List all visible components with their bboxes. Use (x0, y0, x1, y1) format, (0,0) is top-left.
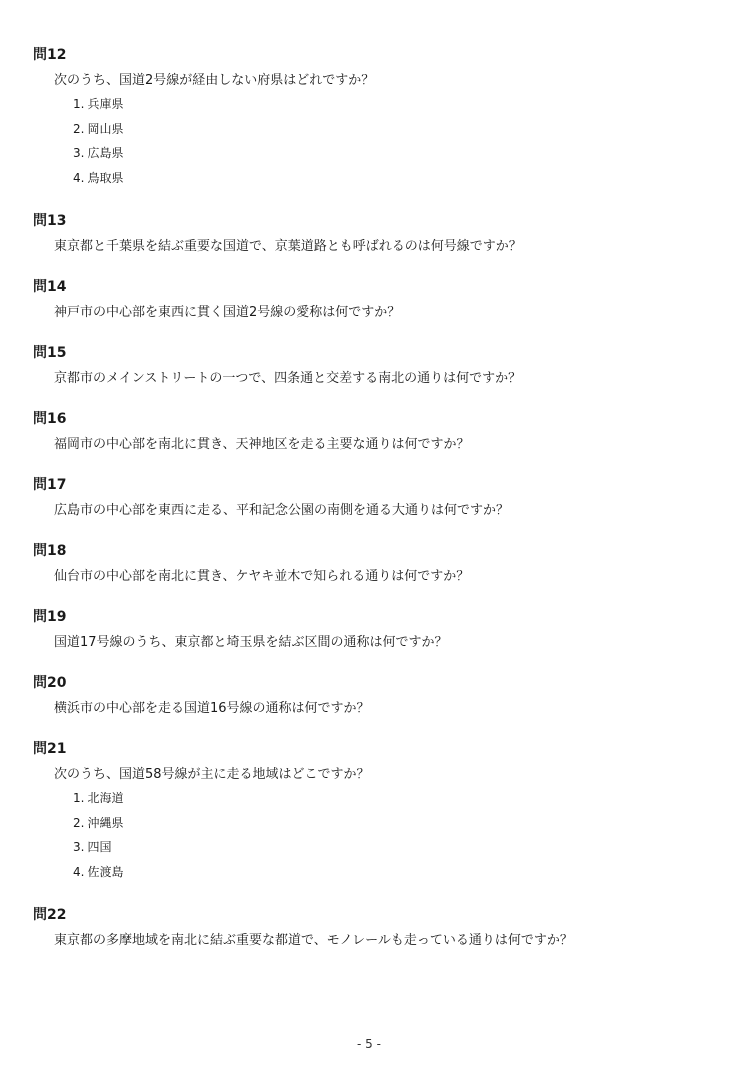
choice-text: 岡山県 (87, 121, 124, 136)
choice-number: 4. (73, 864, 85, 879)
page-number: - 5 - (357, 1037, 381, 1051)
question-14 (33, 278, 718, 322)
choice-number: 2. (73, 815, 85, 830)
question-label: 問12 (33, 47, 67, 63)
choice-text: 広島県 (87, 146, 124, 161)
question-text: 次のうち、国道2号線が経由しない府県はどれですか？ (54, 73, 375, 88)
question-text: 横浜市の中心部を走る国道16号線の通称は何ですか？ (54, 701, 370, 716)
choice-number: 1. (73, 97, 85, 111)
question-20 (33, 674, 718, 718)
choice-item (73, 96, 718, 112)
question-18 (33, 542, 718, 586)
choice-item (73, 790, 718, 806)
question-16 (33, 410, 718, 454)
choice-list (73, 790, 718, 880)
question-15 (33, 344, 718, 388)
question-label: 問14 (33, 279, 67, 295)
choice-number: 4. (73, 170, 85, 185)
question-label: 問13 (33, 213, 67, 229)
choice-number: 3. (73, 146, 85, 161)
choice-number: 1. (73, 791, 85, 805)
question-label: 問18 (33, 543, 67, 559)
choice-item (73, 839, 718, 855)
choice-text: 沖縄県 (87, 815, 124, 830)
question-label: 問17 (33, 477, 67, 493)
question-text: 神戸市の中心部を東西に貫く国道2号線の愛称は何ですか？ (54, 305, 401, 320)
choice-text: 佐渡島 (87, 864, 124, 879)
choice-number: 3. (73, 840, 85, 855)
choice-list (73, 96, 718, 186)
question-text: 国道17号線のうち、東京都と埼玉県を結ぶ区間の通称は何ですか？ (54, 635, 448, 650)
choice-item (73, 170, 718, 186)
choice-text: 北海道 (87, 791, 124, 805)
choice-text: 兵庫県 (87, 97, 124, 111)
choice-item (73, 815, 718, 831)
question-text: 次のうち、国道58号線が主に走る地域はどこですか？ (54, 767, 370, 782)
choice-item (73, 121, 718, 137)
question-text: 東京都と千葉県を結ぶ重要な国道で、京葉道路とも呼ばれるのは何号線ですか？ (54, 239, 522, 254)
question-19 (33, 608, 718, 652)
question-label: 問21 (33, 741, 67, 757)
choice-text: 四国 (87, 840, 112, 855)
question-label: 問16 (33, 411, 67, 427)
question-text: 東京都の多摩地域を南北に結ぶ重要な都道で、モノレールも走っている通りは何ですか？ (54, 933, 573, 948)
question-12 (33, 46, 718, 194)
choice-item (73, 864, 718, 880)
question-13 (33, 212, 718, 256)
question-text: 京都市のメインストリートの一つで、四条通と交差する南北の通りは何ですか？ (54, 371, 522, 386)
question-label: 問19 (33, 609, 67, 625)
choice-number: 2. (73, 121, 85, 136)
question-text: 仙台市の中心部を南北に貫き、ケヤキ並木で知られる通りは何ですか？ (54, 569, 470, 584)
question-text: 福岡市の中心部を南北に貫き、天神地区を走る主要な通りは何ですか？ (54, 437, 470, 452)
question-17 (33, 476, 718, 520)
choice-text: 鳥取県 (87, 170, 124, 185)
question-22 (33, 906, 718, 950)
question-label: 問20 (33, 675, 67, 691)
question-21 (33, 740, 718, 888)
question-label: 問22 (33, 907, 67, 923)
choice-item (73, 145, 718, 161)
question-text: 広島市の中心部を東西に走る、平和記念公園の南側を通る大通りは何ですか？ (54, 503, 510, 518)
question-label: 問15 (33, 345, 67, 361)
